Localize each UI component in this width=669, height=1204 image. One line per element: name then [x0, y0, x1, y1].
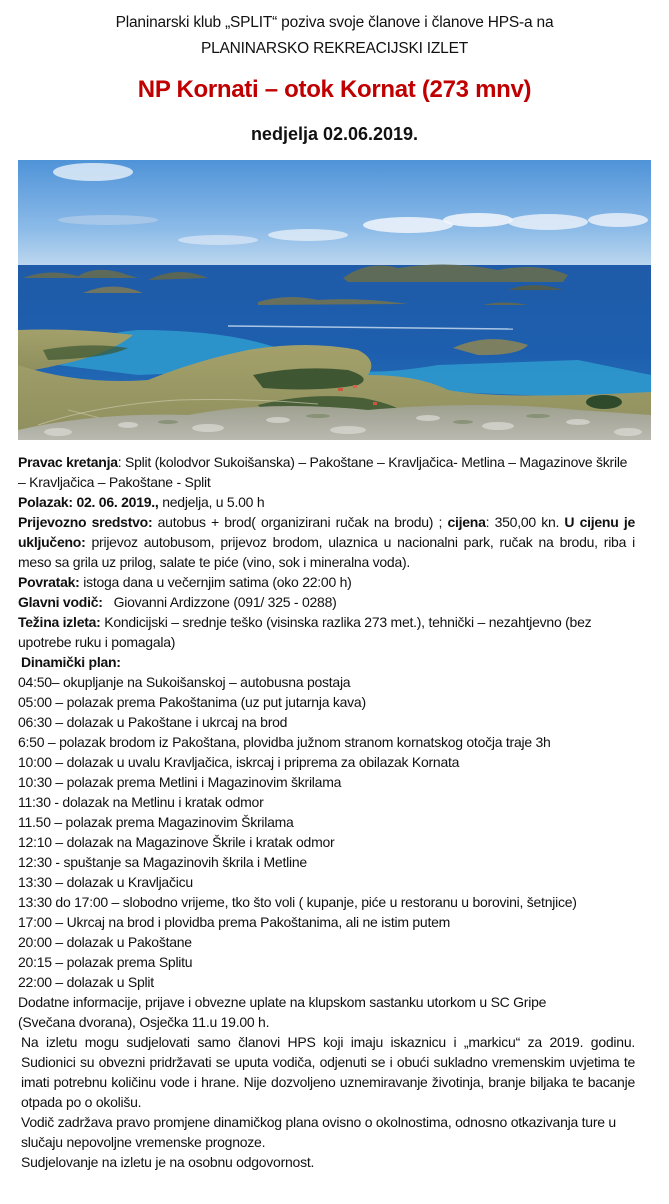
- transport-label: Prijevozno sredstvo:: [18, 514, 153, 530]
- difficulty-value: Kondicijski – srednje teško (visinska razlika 273 met.), tehnički – nezahtjevno (bez upotrebe ruku i pomagala): [18, 614, 592, 650]
- plan-item: 17:00 – Ukrcaj na brod i plovidba prema Pakoštanima, ali ne istim putem: [18, 914, 451, 930]
- plan-item: 12:10 – dolazak na Magazinove Škrile i kratak odmor: [18, 834, 335, 850]
- return-info: [18, 572, 635, 592]
- plan-item: 20:00 – dolazak u Pakoštane: [18, 934, 192, 950]
- plan-list: [18, 672, 635, 992]
- departure-info: [18, 492, 635, 512]
- difficulty-label: Težina izleta:: [18, 614, 101, 630]
- guide-value: Giovanni Ardizzone (091/ 325 - 0288): [102, 594, 337, 610]
- landscape-photo-icon: [18, 160, 651, 440]
- return-label: Povratak:: [18, 574, 80, 590]
- plan-item: 13:30 – dolazak u Kravljačicu: [18, 874, 193, 890]
- plan-item: 11.50 – polazak prema Magazinovim Škrilama: [18, 814, 294, 830]
- departure-label: Polazak: 02. 06. 2019.,: [18, 494, 159, 510]
- route-info: [18, 452, 635, 492]
- event-details: [18, 452, 635, 1172]
- plan-item: 22:00 – dolazak u Split: [18, 974, 154, 990]
- plan-item: 06:30 – dolazak u Pakoštane i ukrcaj na brod: [18, 714, 288, 730]
- additional-info: Dodatne informacije, prijave i obvezne uplate na klupskom sastanku utorkom u SC Gripe (Svečana dvorana), Osječka 11.u 19.00 h.: [18, 994, 547, 1030]
- plan-item: 13:30 do 17:00 – slobodno vrijeme, tko što voli ( kupanje, piće u restoranu u borovini, šetnjice): [18, 894, 577, 910]
- transport-info: [18, 512, 635, 572]
- plan-item: 04:50– okupljanje na Sukoišanskoj – autobusna postaja: [18, 674, 351, 690]
- event-title: NP Kornati – otok Kornat (273 mnv): [137, 76, 532, 103]
- route-label: Pravac kretanja: [18, 454, 118, 470]
- plan-item: 6:50 – polazak brodom iz Pakoštana, plovidba južnom stranom kornatskog otočja traje 3h: [18, 734, 551, 750]
- return-value: istoga dana u večernjim satima (oko 22:00 h): [79, 574, 352, 590]
- route-value: : Split (kolodvor Sukoišanska) – Pakoštane – Kravljačica- Metlina – Magazinove škrile – Kravljačica – Pakoštane - Split: [18, 454, 628, 490]
- event-date: nedjelja 02.06.2019.: [250, 124, 419, 144]
- plan-item: 20:15 – polazak prema Splitu: [18, 954, 193, 970]
- price-value: : 350,00 kn.: [485, 514, 565, 530]
- intro-line: Planinarski klub „SPLIT“ poziva svoje članove i članove HPS-a na: [115, 14, 554, 31]
- landscape-photo: [18, 160, 651, 440]
- difficulty-info: [18, 612, 635, 652]
- note-paragraph: Sudjelovanje na izletu je na osobnu odgovornost.: [21, 1154, 315, 1170]
- transport-value: autobus + brod( organizirani ručak na brodu) ;: [152, 514, 448, 530]
- departure-value: nedjelja, u 5.00 h: [158, 494, 265, 510]
- included-label: U cijenu je uključeno:: [18, 514, 635, 550]
- participation-notes: [18, 1032, 635, 1172]
- note-paragraph: Vodič zadržava pravo promjene dinamičkog plana ovisno o okolnostima, odnosno otkazivanja ture u slučaju nepovoljne vremenske prognoze.: [21, 1114, 616, 1150]
- note-paragraph: Na izletu mogu sudjelovati samo članovi HPS koji imaju iskaznicu i „markicu“ za 2019. godinu. Sudionici su obvezni pridržavati se uputa vodiča, odjenuti se i obući sukladno vremenskim uvjetima te imati potrebnu količinu vode i hrane. Nije dozvoljeno uznemiravanje životinja, branje biljaka te bacanje otpada po o okolišu.: [21, 1034, 635, 1110]
- plan-heading: Dinamički plan:: [21, 654, 121, 670]
- guide-info: [18, 592, 635, 612]
- plan-item: 11:30 - dolazak na Metlinu i kratak odmor: [18, 794, 264, 810]
- plan-item: 10:30 – polazak prema Metlini i Magazinovim škrilama: [18, 774, 342, 790]
- included-value: prijevoz autobusom, prijevoz brodom, ulaznica u nacionalni park, ručak na brodu, riba i meso sa grila uz prilog, salate te piće (vino, sok i mineralna voda).: [18, 534, 635, 570]
- plan-item: 12:30 - spuštanje sa Magazinovih škrila i Metline: [18, 854, 307, 870]
- price-label: cijena: [447, 514, 486, 530]
- plan-item: 05:00 – polazak prema Pakoštanima (uz put jutarnja kava): [18, 694, 366, 710]
- guide-label: Glavni vodič:: [18, 594, 103, 610]
- plan-item: 10:00 – dolazak u uvalu Kravljačica, iskrcaj i priprema za obilazak Kornata: [18, 754, 460, 770]
- event-type-subtitle: PLANINARSKO REKREACIJSKI IZLET: [200, 40, 469, 57]
